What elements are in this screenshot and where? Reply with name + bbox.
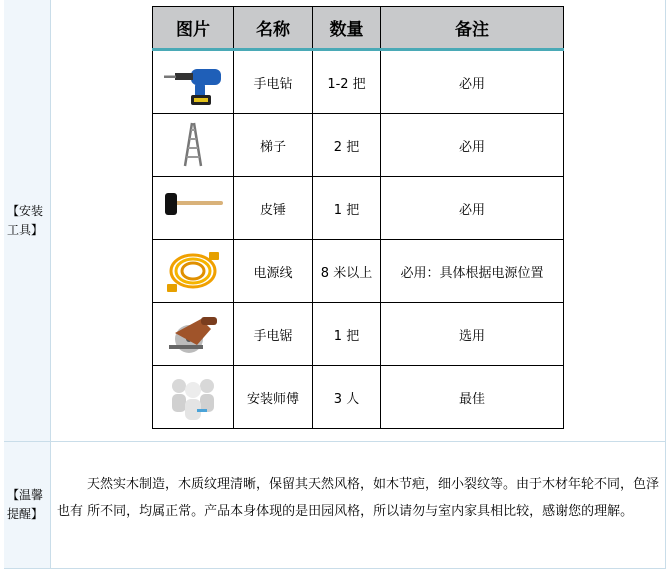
table-row	[153, 114, 564, 177]
table-row	[153, 240, 564, 303]
tool-name: 手电锯	[234, 303, 313, 366]
tool-note: 必用	[381, 177, 564, 240]
tool-note: 选用	[381, 303, 564, 366]
tool-note: 必用	[381, 50, 564, 114]
tips-label-text: 【温馨提醒】	[7, 488, 44, 521]
drill-icon	[161, 57, 225, 107]
picture-cell	[153, 303, 234, 366]
tool-quantity: 1-2 把	[313, 50, 381, 114]
frame-border	[665, 0, 666, 441]
tools-table	[152, 6, 564, 429]
tool-quantity: 1 把	[313, 303, 381, 366]
tool-name: 电源线	[234, 240, 313, 303]
table-header-row	[153, 7, 564, 50]
picture-cell	[153, 114, 234, 177]
header-name: 名称	[234, 7, 313, 50]
tips-section	[4, 442, 666, 569]
tool-name: 安装师傅	[234, 366, 313, 429]
table-row	[153, 50, 564, 114]
tips-section-label	[4, 442, 51, 568]
frame-border	[665, 442, 666, 568]
tool-name: 皮锤	[234, 177, 313, 240]
product-info-panel	[4, 0, 666, 568]
tool-name: 梯子	[234, 114, 313, 177]
tool-name: 手电钻	[234, 50, 313, 114]
table-row	[153, 366, 564, 429]
tools-section	[4, 0, 666, 442]
ladder-icon	[161, 120, 225, 170]
tool-note: 必用：具体根据电源位置	[381, 240, 564, 303]
saw-icon	[161, 309, 225, 359]
picture-cell	[153, 177, 234, 240]
tool-quantity: 1 把	[313, 177, 381, 240]
tool-quantity: 2 把	[313, 114, 381, 177]
mallet-icon	[161, 183, 225, 233]
tool-note: 最佳	[381, 366, 564, 429]
tool-quantity: 3 人	[313, 366, 381, 429]
picture-cell	[153, 240, 234, 303]
tools-label-text: 【安装工具】	[7, 203, 44, 237]
header-picture: 图片	[153, 7, 234, 50]
picture-cell	[153, 366, 234, 429]
header-note: 备注	[381, 7, 564, 50]
tool-note: 必用	[381, 114, 564, 177]
tool-quantity: 8 米以上	[313, 240, 381, 303]
cable-icon	[161, 246, 225, 296]
tip-paragraph: 天然实木制造，木质纹理清晰，保留其天然风格，如木节疤，细小裂纹等。由于木材年轮不同，色泽也有 所不同，均属正常。产品本身体现的是田园风格，所以请勿与室内家具相比较，感谢您的理解。	[57, 477, 660, 519]
table-row	[153, 177, 564, 240]
tools-section-label	[4, 0, 51, 441]
workers-icon	[161, 372, 225, 422]
header-quantity: 数量	[313, 7, 381, 50]
picture-cell	[153, 50, 234, 114]
table-row	[153, 303, 564, 366]
